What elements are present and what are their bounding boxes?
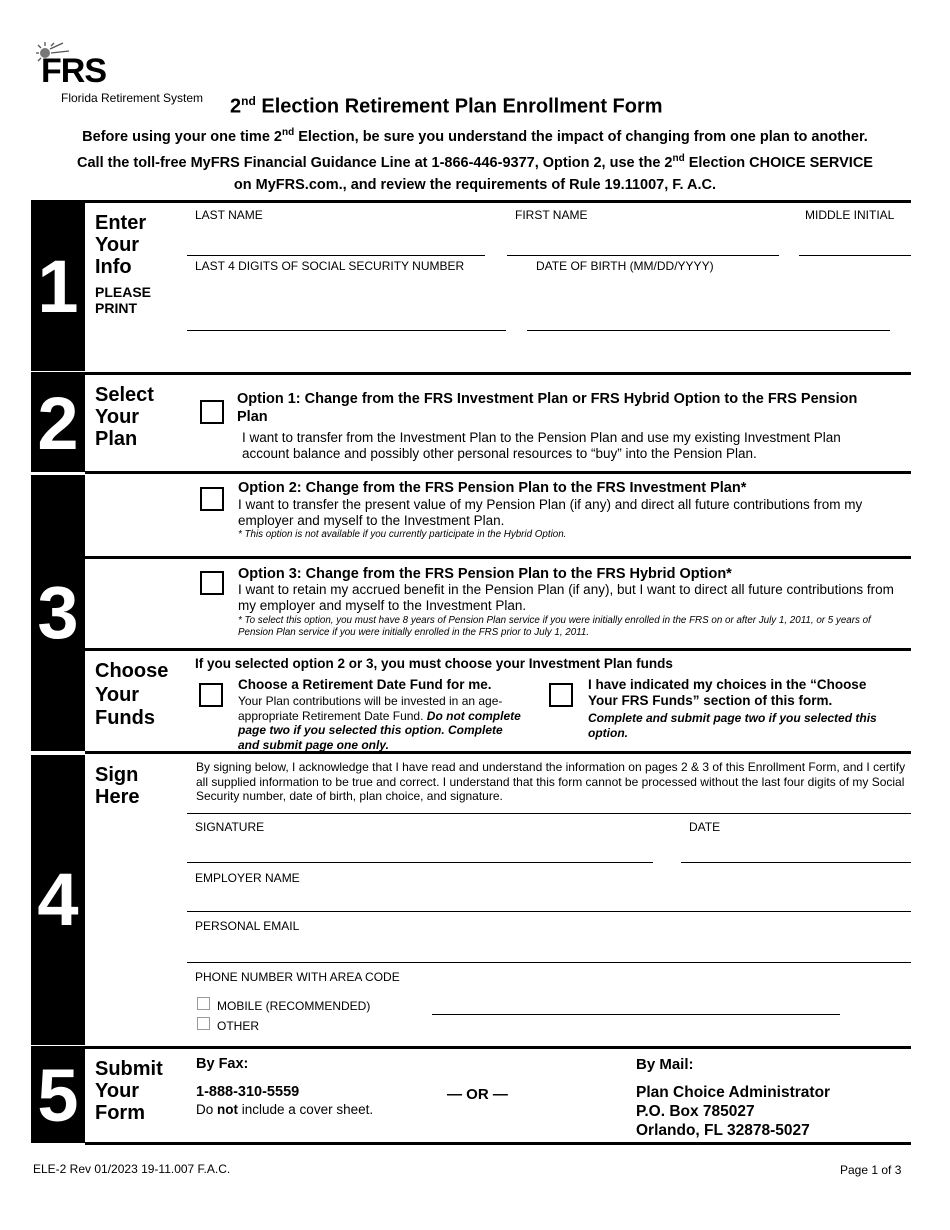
- divider: [85, 648, 911, 651]
- divider: [31, 1046, 911, 1049]
- email-field[interactable]: [187, 962, 911, 963]
- first-name-label: FIRST NAME: [515, 208, 588, 222]
- middle-initial-field[interactable]: [799, 255, 911, 256]
- intro-text: Before using your one time 2nd Election, be sure you understand the impact of changing from one plan to another. Call the toll-free MyFRS Financial Guidance Line at 1-866-446-9377, Option 2, use the 2nd Election CHOICE SERVICE on MyFRS.com., and review the requirements of Rule 19.11007, F. A.C.: [77, 127, 873, 193]
- employer-field[interactable]: [187, 911, 911, 912]
- last-name-label: LAST NAME: [195, 208, 263, 222]
- phone-label: PHONE NUMBER WITH AREA CODE: [195, 970, 400, 984]
- logo-text: FRS: [41, 52, 106, 90]
- section-4-number: 4: [31, 755, 85, 1045]
- ssn-label: LAST 4 DIGITS OF SOCIAL SECURITY NUMBER: [195, 259, 465, 273]
- option-2-text: I want to transfer the present value of my Pension Plan (if any) and direct all future contributions from my employer and myself to the Investment Plan.: [238, 497, 863, 528]
- divider: [187, 813, 911, 814]
- fund-a-text: Your Plan contributions will be invested in an age-appropriate Retirement Date Fund. Do not complete page two if you selected this option. Complete and submit page one only.: [238, 694, 521, 752]
- date-field[interactable]: [681, 862, 911, 863]
- divider: [31, 372, 911, 375]
- last-name-field[interactable]: [187, 255, 485, 256]
- divider: [85, 751, 911, 754]
- section-5-title: Submit Your Form: [95, 1058, 163, 1124]
- employer-label: EMPLOYER NAME: [195, 871, 300, 885]
- please-print: PLEASE PRINT: [95, 284, 152, 316]
- or-separator: — OR —: [447, 1086, 508, 1103]
- dob-label: DATE OF BIRTH (MM/DD/YYYY): [536, 259, 714, 273]
- divider: [85, 1142, 911, 1145]
- mobile-checkbox[interactable]: [197, 997, 210, 1010]
- section-1-title: Enter Your Info: [95, 212, 147, 278]
- logo-subtitle: Florida Retirement System: [61, 91, 204, 105]
- retirement-date-fund-checkbox[interactable]: [199, 683, 223, 707]
- section-3-number: 3: [31, 475, 85, 751]
- section-1-number: 1: [31, 203, 85, 371]
- fund-a-title: Choose a Retirement Date Fund for me.: [238, 677, 492, 692]
- phone-field[interactable]: [432, 1014, 840, 1015]
- date-label: DATE: [689, 820, 721, 834]
- divider: [31, 200, 911, 203]
- funds-heading: If you selected option 2 or 3, you must choose your Investment Plan funds: [195, 656, 673, 671]
- other-label: OTHER: [217, 1019, 259, 1033]
- middle-initial-label: MIDDLE INITIAL: [805, 208, 895, 222]
- choose-funds-title: Choose Your Funds: [95, 660, 169, 729]
- option-2-title: Option 2: Change from the FRS Pension Plan to the FRS Investment Plan*: [238, 480, 747, 496]
- dob-field[interactable]: [527, 330, 890, 331]
- mobile-label: MOBILE (RECOMMENDED): [217, 999, 371, 1013]
- option-3-checkbox[interactable]: [200, 571, 224, 595]
- option-3-note: * To select this option, you must have 8 years of Pension Plan service if you were initially enrolled in the FRS on or after July 1, 2011, or 5 years of Pension Plan service if you were initially enrolled in the FRS prior to July 1, 2011.: [238, 615, 871, 638]
- section-2-number: 2: [31, 375, 85, 472]
- signature-label: SIGNATURE: [195, 820, 265, 834]
- signature-field[interactable]: [187, 862, 653, 863]
- fax-note: Do not include a cover sheet.: [196, 1102, 374, 1117]
- ssn-field[interactable]: [187, 330, 506, 331]
- email-label: PERSONAL EMAIL: [195, 919, 300, 933]
- fund-b-title: I have indicated my choices in the “Choose Your FRS Funds” section of this form.: [588, 677, 867, 708]
- page-number: Page 1 of 3: [840, 1163, 902, 1177]
- fund-b-text: Complete and submit page two if you selected this option.: [588, 711, 877, 740]
- option-1-title: Option 1: Change from the FRS Investment Plan or FRS Hybrid Option to the FRS Pension Plan: [237, 391, 858, 425]
- section-2-title: Select Your Plan: [95, 384, 154, 450]
- first-name-field[interactable]: [507, 255, 779, 256]
- section-4-title: Sign Here: [95, 764, 140, 808]
- fax-number: 1-888-310-5559: [196, 1084, 300, 1100]
- section-5-number: 5: [31, 1049, 85, 1143]
- frs-logo: [33, 40, 223, 110]
- choose-funds-checkbox[interactable]: [549, 683, 573, 707]
- option-1-checkbox[interactable]: [200, 400, 224, 424]
- mail-address: Plan Choice Administrator P.O. Box 785027 Orlando, FL 32878-5027: [636, 1084, 831, 1139]
- option-3-title: Option 3: Change from the FRS Pension Plan to the FRS Hybrid Option*: [238, 566, 732, 582]
- form-title: 2nd Election Retirement Plan Enrollment Form: [230, 94, 663, 118]
- divider: [85, 556, 911, 559]
- option-2-checkbox[interactable]: [200, 487, 224, 511]
- other-checkbox[interactable]: [197, 1017, 210, 1030]
- divider: [85, 471, 911, 474]
- option-1-text: I want to transfer from the Investment Plan to the Pension Plan and use my existing Investment Plan account balance and possibly other personal resources to “buy” into the Pension Plan.: [242, 430, 841, 461]
- option-3-text: I want to retain my accrued benefit in the Pension Plan (if any), but I want to direct all future contributions from my employer and myself to the Investment Plan.: [238, 582, 894, 613]
- fax-label: By Fax:: [196, 1056, 249, 1072]
- form-code: ELE-2 Rev 01/2023 19-11.007 F.A.C.: [33, 1162, 231, 1176]
- mail-label: By Mail:: [636, 1056, 694, 1073]
- option-2-note: * This option is not available if you currently participate in the Hybrid Option.: [238, 529, 567, 540]
- acknowledgement-text: By signing below, I acknowledge that I have read and understand the information on pages 2 & 3 of this Enrollment Form, and I certify all supplied information to be true and correct. I understand that this form cannot be processed without the last four digits of my Social Security number, date of birth, plan choice, and signature.: [196, 760, 906, 804]
